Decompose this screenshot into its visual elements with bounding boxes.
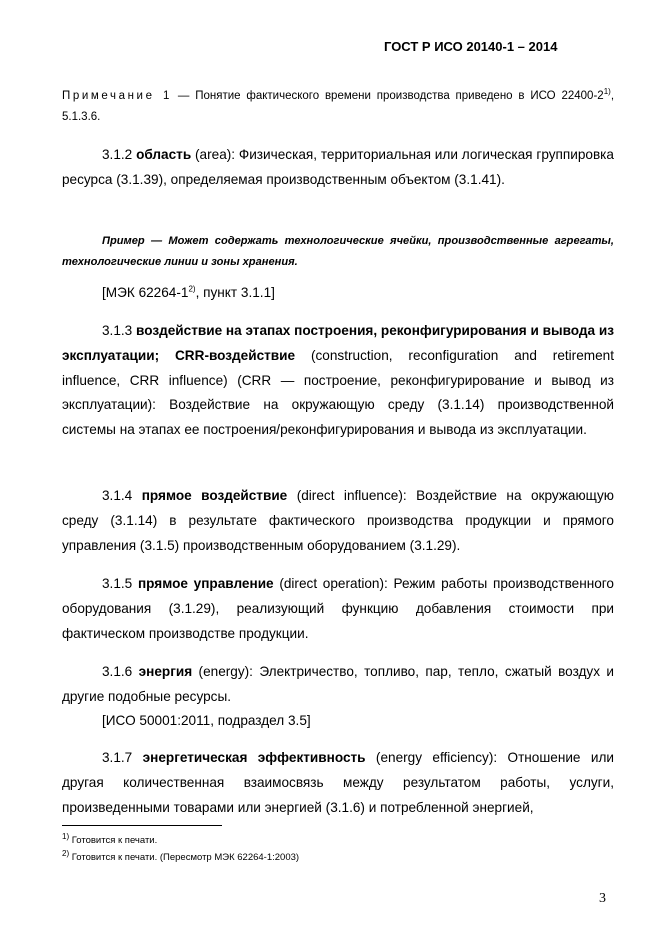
term-3-1-4 [62, 484, 614, 558]
term-3-1-6 [62, 660, 614, 710]
note-label: Примечание 1 [62, 90, 173, 102]
document-header: ГОСТ Р ИСО 20140-1 – 2014 [384, 39, 558, 54]
term-3-1-7 [62, 746, 614, 820]
reference-iec [62, 281, 654, 305]
note-paragraph [62, 86, 614, 128]
term-definition: (direct operation): Режим работы производственного оборудования (3.1.29), реализующий функцию добавления стоимости при фактическом производстве продукции. [62, 576, 614, 641]
term-number: 3.1.2 [102, 147, 137, 162]
term-number: 3.1.5 [102, 576, 138, 591]
page-number: 3 [599, 891, 606, 906]
footnote-text: Готовится к печати. (Пересмотр МЭК 62264-1:2003) [69, 852, 300, 863]
term-title: энергетическая эффективность [142, 750, 366, 765]
term-title: область [136, 147, 192, 162]
term-title: прямое управление [137, 576, 274, 591]
reference-footnote-ref: 2) [188, 284, 196, 294]
term-definition: (energy efficiency): Отношение или другая количественная взаимосвязь между результатом работы, услуги, произведенными товарами или энергией (3.1.6) и потребленной энергией, [62, 750, 614, 815]
reference-suffix: , пункт 3.1.1] [195, 285, 275, 300]
footnote-1 [62, 831, 158, 846]
term-title: энергия [138, 664, 193, 679]
example-paragraph: Пример — Может содержать технологические ячейки, производственные агрегаты, технологические линии и зоны хранения. [62, 235, 614, 268]
term-title: прямое воздействие [141, 488, 288, 503]
note-footnote-ref: 1) [603, 87, 611, 97]
footnote-divider [62, 825, 222, 826]
reference-prefix: [МЭК 62264-1 [102, 285, 189, 300]
term-number: 3.1.4 [102, 488, 142, 503]
footnote-2 [62, 848, 300, 863]
term-3-1-5 [62, 572, 614, 646]
term-definition: (energy): Электричество, топливо, пар, тепло, сжатый воздух и другие подобные ресурсы. [62, 664, 615, 704]
term-definition: (area): Физическая, территориальная или логическая группировка ресурса (3.1.39), определяемая производственным объектом (3.1.41). [62, 147, 614, 187]
term-number: 3.1.7 [102, 750, 143, 765]
term-3-1-3 [62, 319, 614, 443]
term-number: 3.1.3 [102, 323, 137, 338]
term-number: 3.1.6 [102, 664, 139, 679]
footnote-text: Готовится к печати. [69, 835, 158, 846]
reference-iso: [ИСО 50001:2011, подраздел 3.5] [102, 713, 311, 728]
note-text: — Понятие фактического времени производства приведено в ИСО 22400-2 [172, 90, 604, 102]
term-3-1-2 [62, 143, 614, 193]
footnote-mark: 1) [62, 831, 70, 841]
term-definition: (direct influence): Воздействие на окружающую среду (3.1.14) в результате фактического производства продукции и прямого управления (3.1.5) производственным оборудованием (3.1.29). [62, 488, 614, 553]
term-title: воздействие на этапах построения, реконфигурирования и вывода из эксплуатации; CRR-воздействие [62, 323, 615, 363]
note-tail: , 5.1.3.6. [62, 90, 615, 123]
term-definition: (construction, reconfiguration and retirement influence, CRR influence) (CRR — построение, реконфигурирование и вывод из эксплуатации): Воздействие на окружающую среду (3.1.14) производственной системы на этапах ее построения/реконфигурирования и вывода из эксплуатации. [62, 347, 614, 438]
footnote-mark: 2) [62, 848, 70, 858]
